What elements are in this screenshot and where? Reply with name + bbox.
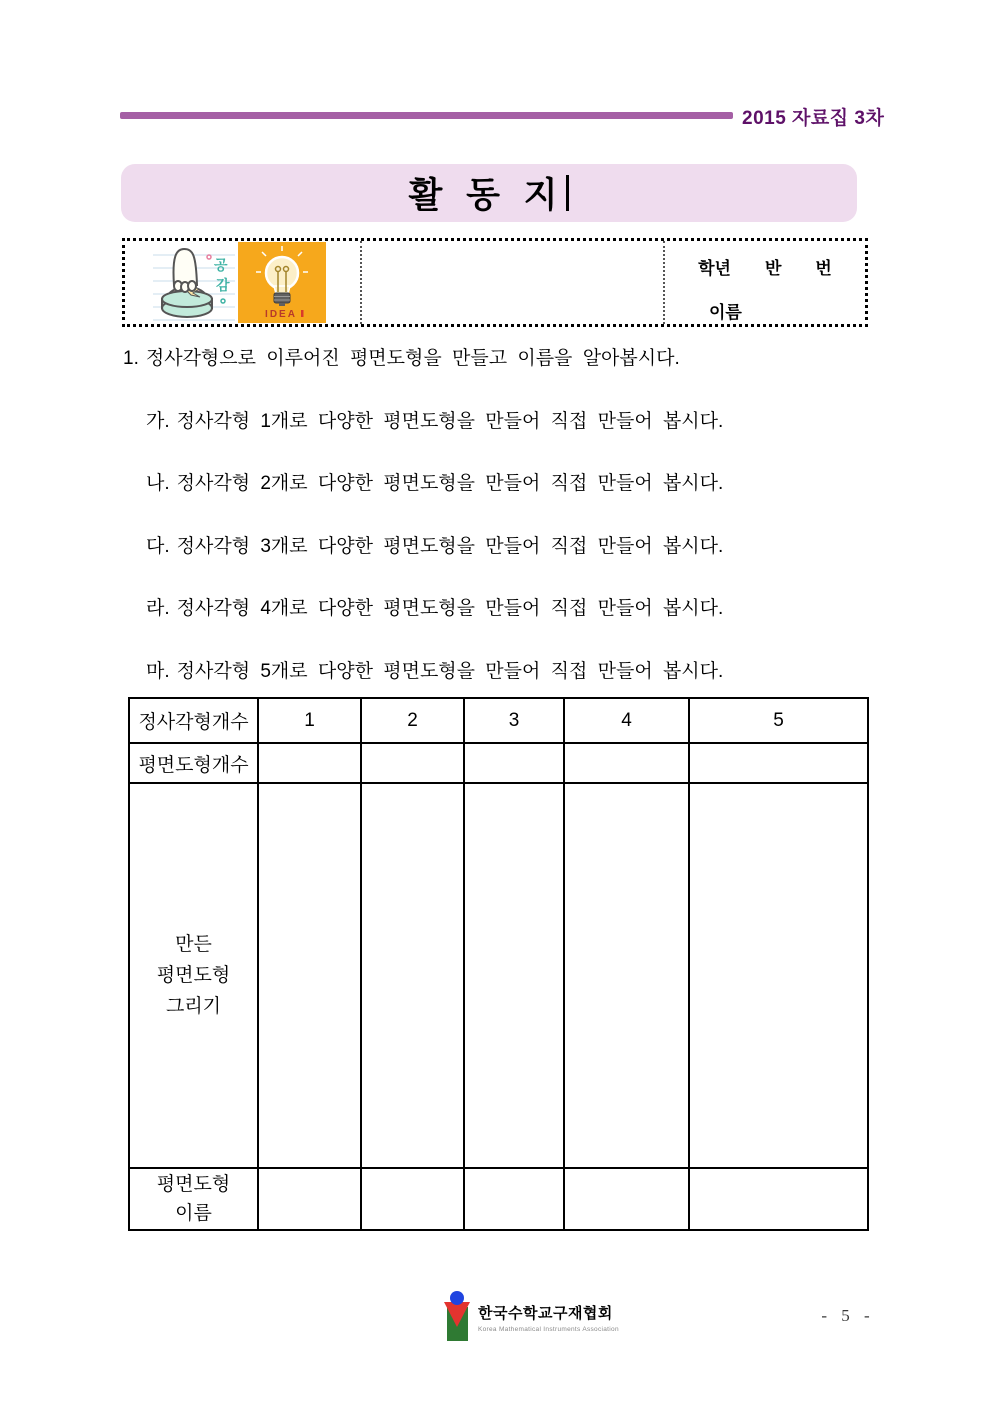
question-text: 정사각형으로 이루어진 평면도형을 만들고 이름을 알아봅시다. (145, 348, 680, 369)
blank-cell (464, 783, 564, 1168)
item-text: 정사각형 3개로 다양한 평면도형을 만들어 직접 만들어 봅시다. (176, 536, 724, 557)
association-name: 한국수학교구재협회 (478, 1305, 613, 1322)
association-text (478, 1302, 619, 1345)
blank-cell (564, 783, 689, 1168)
header-value-2: 2 (361, 698, 464, 743)
text-cursor (566, 175, 569, 211)
blank-cell (464, 1168, 564, 1230)
worksheet-table (128, 697, 869, 1231)
item-ra: 라. 정사각형 4개로 다양한 평면도형을 만들어 직접 만들어 봅시다. (146, 598, 724, 619)
item-text: 정사각형 5개로 다양한 평면도형을 만들어 직접 만들어 봅시다. (176, 661, 724, 682)
grade-class-number-line (665, 254, 865, 279)
blank-cell (258, 743, 361, 783)
association-subtitle: Korea Mathematical Instruments Association (478, 1326, 619, 1333)
item-text: 정사각형 2개로 다양한 평면도형을 만들어 직접 만들어 봅시다. (176, 473, 724, 494)
header-value-3: 3 (464, 698, 564, 743)
row-label-square-count: 정사각형개수 (129, 698, 258, 743)
item-text: 정사각형 4개로 다양한 평면도형을 만들어 직접 만들어 봅시다. (176, 598, 724, 619)
table-row-draw-shapes (129, 783, 868, 1168)
blank-cell (689, 783, 868, 1168)
item-na: 나. 정사각형 2개로 다양한 평면도형을 만들어 직접 만들어 봅시다. (146, 473, 724, 494)
header-value-5: 5 (689, 698, 868, 743)
blank-cell (564, 1168, 689, 1230)
item-ma: 마. 정사각형 5개로 다양한 평면도형을 만들어 직접 만들어 봅시다. (146, 661, 724, 682)
item-ga: 가. 정사각형 1개로 다양한 평면도형을 만들어 직접 만들어 봅시다. (146, 411, 724, 432)
item-text: 정사각형 1개로 다양한 평면도형을 만들어 직접 만들어 봅시다. (176, 411, 724, 432)
blank-cell (564, 743, 689, 783)
table-row-shape-count (129, 743, 868, 783)
grade-label: 학년 (698, 259, 731, 278)
blank-cell (689, 743, 868, 783)
edition-label: 2015 자료집 3차 (742, 108, 885, 129)
page-number: - 5 - (821, 1306, 875, 1325)
name-label: 이름 (709, 303, 742, 322)
stamp-char-1: 공 (214, 256, 228, 273)
page-title: 활 동 지 (408, 176, 565, 215)
idea-bulb-icon (238, 242, 326, 323)
blank-cell (361, 783, 464, 1168)
row-label-shape-count: 평면도형개수 (129, 743, 258, 783)
header-divider-rule (120, 112, 733, 119)
header-value-4: 4 (564, 698, 689, 743)
stamp-char-2: 감 (216, 276, 230, 293)
blank-cell (258, 783, 361, 1168)
info-box-blank-cell (360, 241, 665, 324)
blank-cell (689, 1168, 868, 1230)
info-box-image-cell (125, 241, 360, 324)
class-label: 반 (764, 259, 782, 278)
header-value-1: 1 (258, 698, 361, 743)
idea-caption: IDEA (265, 309, 297, 320)
student-info-box (122, 238, 868, 327)
empathy-stamp-icon (153, 243, 235, 323)
title-banner (121, 164, 857, 222)
table-row-square-count (129, 698, 868, 743)
question-1 (123, 343, 680, 370)
info-box-fields-cell (665, 241, 865, 324)
association-logo (441, 1291, 619, 1345)
item-da: 다. 정사각형 3개로 다양한 평면도형을 만들어 직접 만들어 봅시다. (146, 536, 724, 557)
question-number: 1. (123, 348, 139, 369)
blank-cell (361, 1168, 464, 1230)
table-row-shape-name (129, 1168, 868, 1230)
blank-cell (361, 743, 464, 783)
blank-cell (258, 1168, 361, 1230)
number-label: 번 (815, 259, 832, 278)
association-logo-icon (441, 1291, 473, 1345)
row-label-shape-name: 평면도형 이름 (129, 1168, 258, 1230)
blank-cell (464, 743, 564, 783)
row-label-draw-shapes: 만든 평면도형 그리기 (129, 783, 258, 1168)
